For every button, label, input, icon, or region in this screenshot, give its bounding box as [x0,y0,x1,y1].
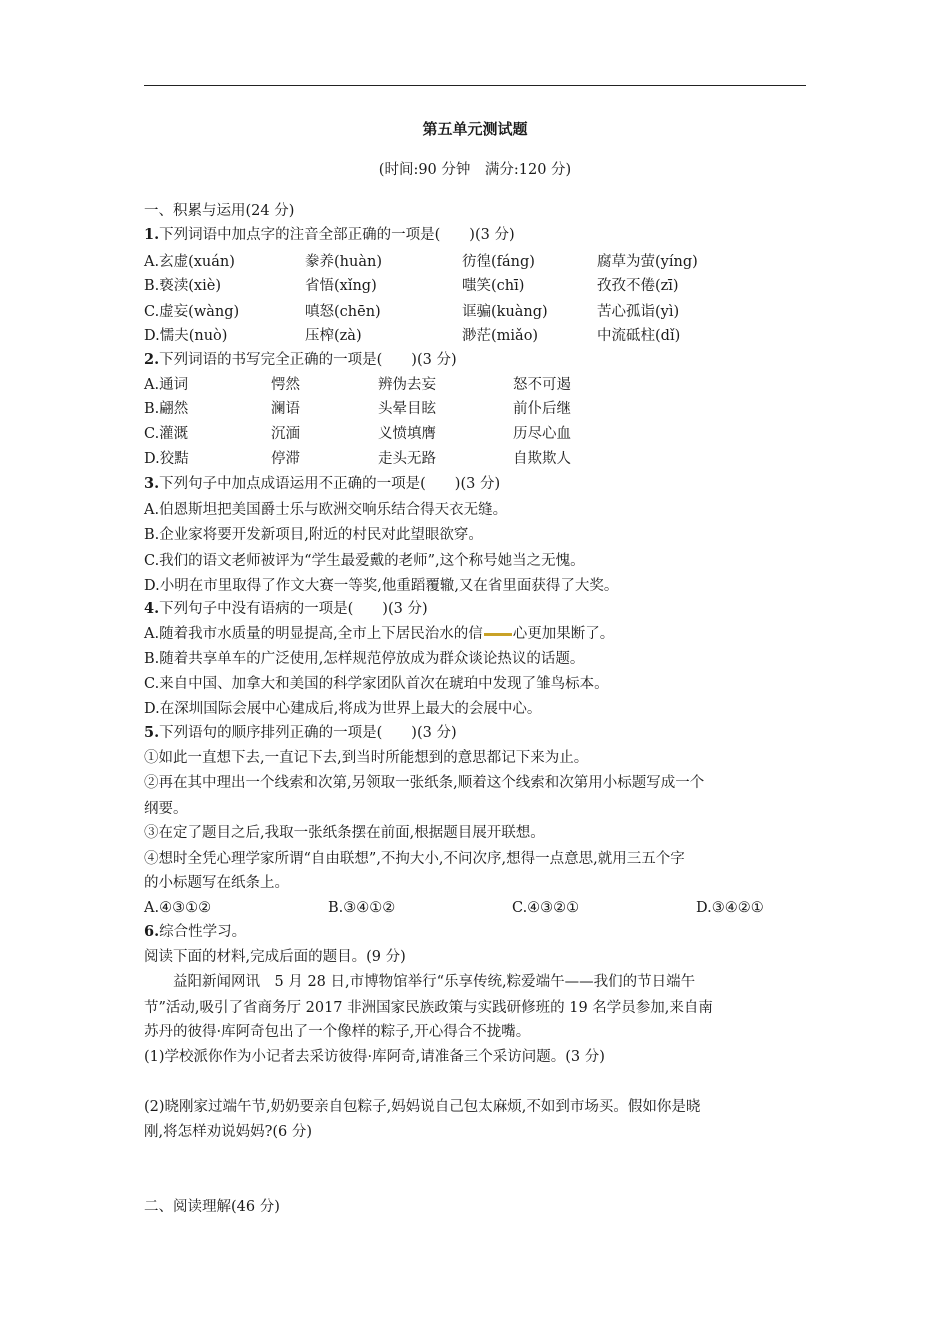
highlight-mark [484,633,512,636]
q1-option: A.玄虚(xuán) [144,254,235,270]
q1-option: 孜孜不倦(zī) [597,278,679,294]
q2-option: 沉湎 [271,426,300,442]
q5-sentence: 纲要。 [144,801,188,817]
q2-option: B.翩然 [144,401,189,417]
q6-sub-question-2: 刚,将怎样劝说妈妈?(6 分) [144,1124,313,1140]
q1-option: 压榨(zà) [305,328,362,344]
q2-option: 愕然 [271,377,300,393]
q1-option: 嗤笑(chī) [462,278,525,294]
q5-choice: C.④③②① [512,900,580,916]
top-rule [144,85,806,86]
q2-option: 头晕目眩 [378,401,436,417]
q2-option: 自欺欺人 [513,451,571,467]
q2-option: 停滞 [271,451,300,467]
q6-sub-question-1: (1)学校派你作为小记者去采访彼得·库阿奇,请准备三个采访问题。(3 分) [144,1049,605,1065]
q3-option-b: B.企业家将要开发新项目,附近的村民对此望眼欲穿。 [144,527,483,543]
q2-option: D.狡黠 [144,451,189,467]
q1-option: 彷徨(fáng) [462,254,535,270]
q2-option: 澜语 [271,401,300,417]
q1-option: 豢养(huàn) [305,254,382,270]
section-2-heading: 二、阅读理解(46 分) [144,1199,280,1215]
q6-passage: 节”活动,吸引了省商务厅 2017 非洲国家民族政策与实践研修班的 19 名学员参加,来自南 [144,1000,713,1016]
q5-sentence: ①如此一直想下去,一直记下去,到当时所能想到的意思都记下来为止。 [144,750,589,766]
q3-option-a: A.伯恩斯坦把美国爵士乐与欧洲交响乐结合得天衣无缝。 [144,502,508,518]
q2-option: 走头无路 [378,451,436,467]
q1-option: B.亵渎(xiè) [144,278,221,294]
q2-option: A.通词 [144,377,189,393]
q2-option: 义愤填膺 [378,426,436,442]
section-1-heading: 一、积累与运用(24 分) [144,203,295,219]
q1-option: 省悟(xǐng) [305,278,377,294]
q4-option-d: D.在深圳国际会展中心建成后,将成为世界上最大的会展中心。 [144,701,542,717]
q2-option: 历尽心血 [513,426,571,442]
q3-option-d: D.小明在市里取得了作文大赛一等奖,他重蹈覆辙,又在省里面获得了大奖。 [144,578,619,594]
question-6: 6.综合性学习。 [144,923,247,940]
q5-sentence: 的小标题写在纸条上。 [144,875,289,891]
q6-passage: 苏丹的彼得·库阿奇包出了一个像样的粽子,开心得合不拢嘴。 [144,1024,531,1040]
q2-option: 辨伪去妄 [378,377,436,393]
q1-option: 嗔怒(chēn) [305,304,381,320]
q4-option-c: C.来自中国、加拿大和美国的科学家团队首次在琥珀中发现了雏鸟标本。 [144,676,609,692]
q5-sentence: ③在定了题目之后,我取一张纸条摆在前面,根据题目展开联想。 [144,825,545,841]
q5-choice: D.③④②① [696,900,764,916]
q1-option: 诓骗(kuàng) [462,304,548,320]
q1-option: 中流砥柱(dǐ) [597,328,681,344]
question-2: 2.下列词语的书写完全正确的一项是( )(3 分) [144,351,457,368]
q5-choice: A.④③①② [144,900,212,916]
q5-sentence: ②再在其中理出一个线索和次第,另领取一张纸条,顺着这个线索和次第用小标题写成一个 [144,775,705,791]
question-5: 5.下列语句的顺序排列正确的一项是( )(3 分) [144,724,457,741]
q4-option-b: B.随着共享单车的广泛使用,怎样规范停放成为群众谈论热议的话题。 [144,651,585,667]
page-subtitle: (时间:90 分钟 满分:120 分) [378,162,572,178]
question-4: 4.下列句子中没有语病的一项是( )(3 分) [144,600,428,617]
q1-option: D.懦夫(nuò) [144,328,228,344]
q1-option: 苦心孤诣(yì) [597,304,680,320]
question-3: 3.下列句子中加点成语运用不正确的一项是( )(3 分) [144,475,501,492]
q2-option: 前仆后继 [513,401,571,417]
q5-sentence: ④想时全凭心理学家所谓“自由联想”,不拘大小,不问次序,想得一点意思,就用三五个字 [144,851,685,867]
page-title: 第五单元测试题 [422,120,528,138]
q1-option: 腐草为萤(yíng) [597,254,698,270]
q3-option-c: C.我们的语文老师被评为“学生最爱戴的老师”,这个称号她当之无愧。 [144,553,585,569]
q4-option-a: A.随着我市水质量的明显提高,全市上下居民治水的信 心更加果断了。 [144,626,615,642]
q6-sub-question-2: (2)晓刚家过端午节,奶奶要亲自包粽子,妈妈说自己包太麻烦,不如到市场买。假如你是晓 [144,1099,701,1115]
q2-option: C.灌溉 [144,426,189,442]
q6-intro: 阅读下面的材料,完成后面的题目。(9 分) [144,949,406,965]
q5-choice: B.③④①② [328,900,396,916]
q6-passage: 益阳新闻网讯 5 月 28 日,市博物馆举行“乐享传统,粽爱端午——我们的节日端午 [144,974,696,990]
q1-option: 渺茫(miǎo) [462,328,539,344]
q2-option: 怒不可遏 [513,377,571,393]
q1-option: C.虚妄(wàng) [144,304,240,320]
question-1: 1.下列词语中加点字的注音全部正确的一项是( )(3 分) [144,226,515,243]
